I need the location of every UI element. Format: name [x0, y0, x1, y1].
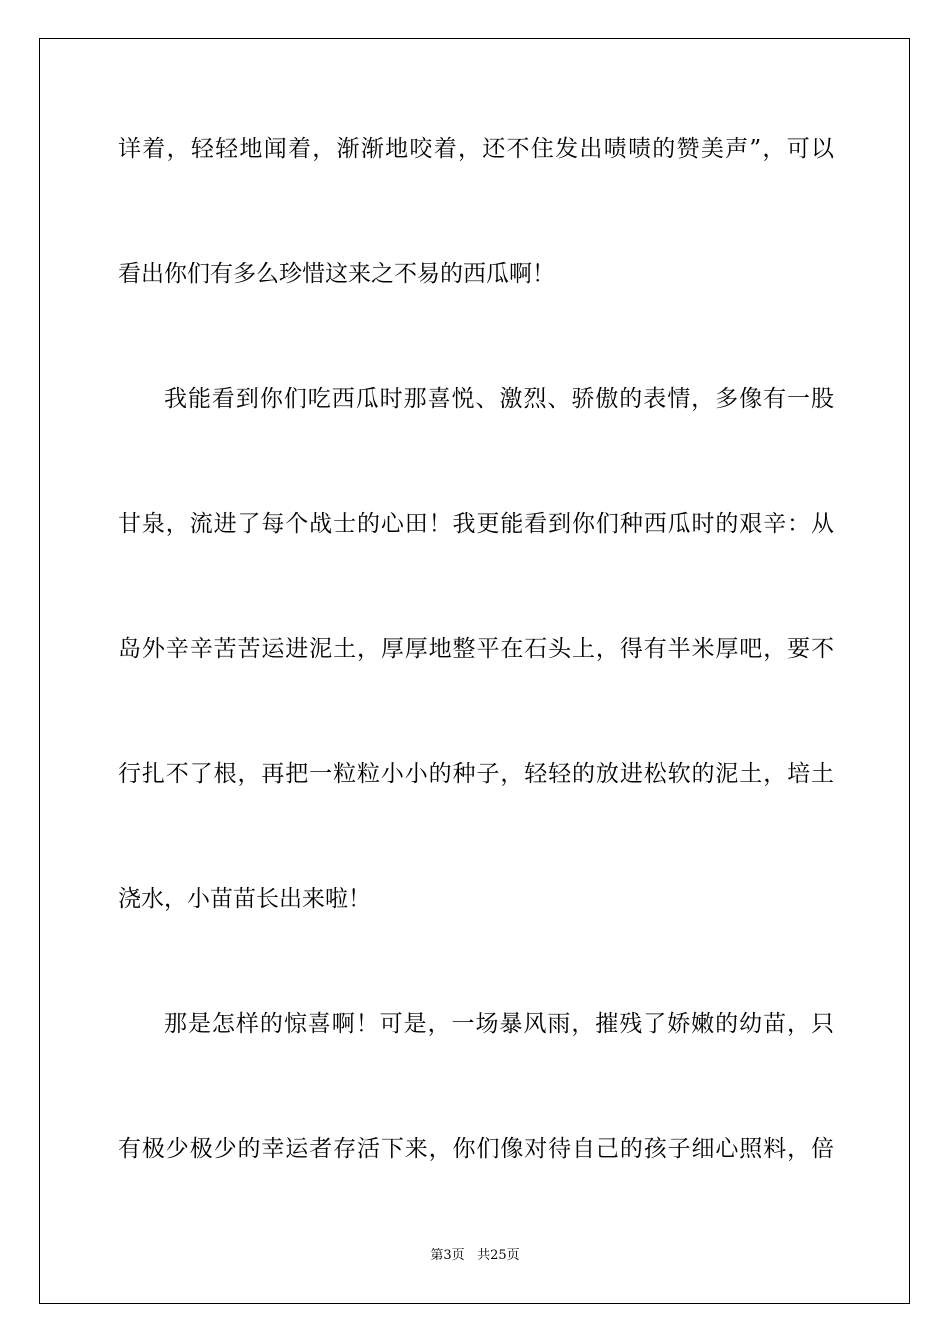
text-line-2: 看出你们有多么珍惜这来之不易的西瓜啊！: [118, 261, 555, 287]
page-number: 第3页: [430, 1248, 465, 1263]
page-footer: [0, 1246, 950, 1266]
text-line-6: 行扎不了根，再把一粒粒小小的种子，轻轻的放进松软的泥土，培土: [118, 761, 834, 787]
text-line-1: 详着，轻轻地闻着，渐渐地咬着，还不住发出啧啧的赞美声”，可以: [118, 136, 834, 162]
text-line-3: 我能看到你们吃西瓜时那喜悦、激烈、骄傲的表情，多像有一股: [164, 386, 834, 412]
text-line-9: 有极少极少的幸运者存活下来，你们像对待自己的孩子细心照料，倍: [118, 1136, 834, 1162]
text-line-7: 浇水，小苗苗长出来啦！: [118, 886, 371, 912]
text-line-8: 那是怎样的惊喜啊！可是，一场暴风雨，摧残了娇嫩的幼苗，只: [164, 1011, 834, 1037]
page-border: [39, 38, 910, 1304]
page-total: 共25页: [477, 1248, 520, 1263]
text-line-4: 甘泉，流进了每个战士的心田！我更能看到你们种西瓜时的艰辛：从: [118, 511, 834, 537]
text-line-5: 岛外辛辛苦苦运进泥土，厚厚地整平在石头上，得有半米厚吧，要不: [118, 636, 834, 662]
